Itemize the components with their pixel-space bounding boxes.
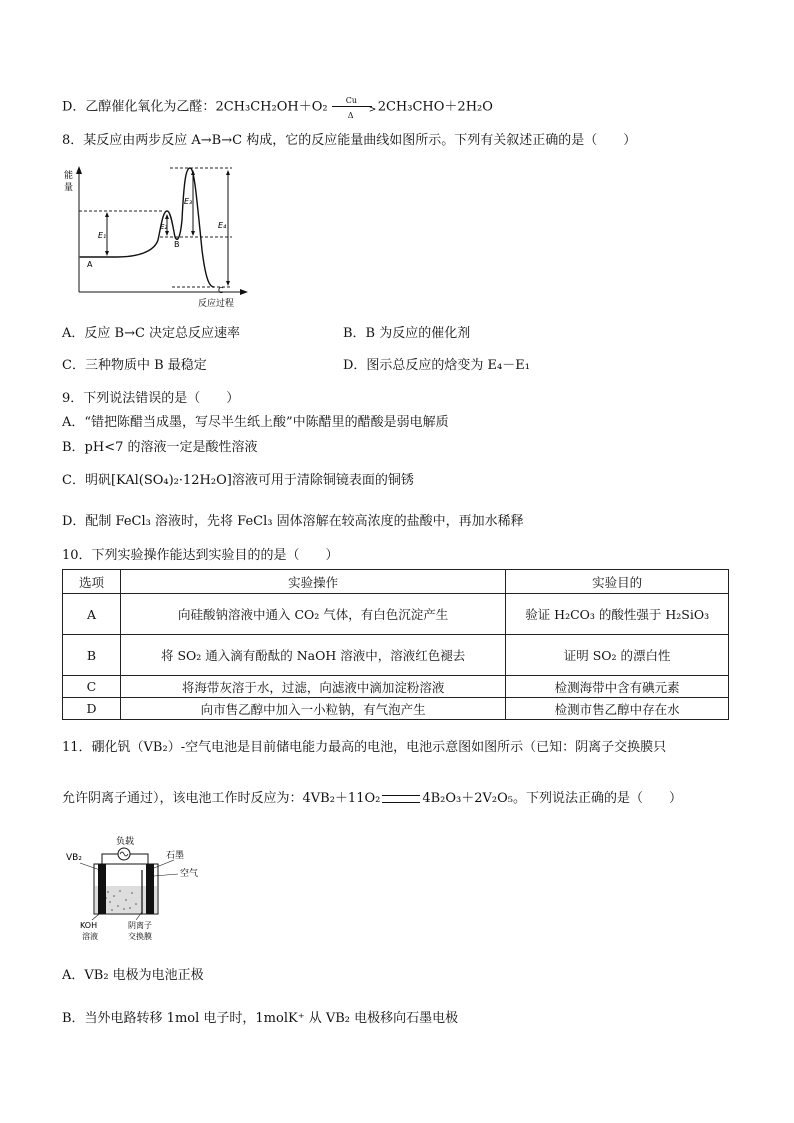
reaction-arrow-icon: Cu > Δ [332,98,378,116]
koh-label-1: KOH [80,921,98,930]
point-a-label: A [87,260,93,269]
q9-option-b: B．pH<7 的溶液一定是酸性溶液 [62,440,258,455]
table-cell: 将 SO₂ 通入滴有酚酞的 NaOH 溶液中，溶液红色褪去 [120,635,505,676]
vb2-electrode [98,864,106,914]
table-row [63,594,729,635]
table-cell: 证明 SO₂ 的漂白性 [506,635,729,676]
table-cell: B [63,635,121,676]
table-cell: 验证 H₂CO₃ 的酸性强于 H₂SiO₃ [506,594,729,635]
point-b-label: B [174,240,180,249]
x-axis-label: 反应过程 [198,299,235,309]
graphite-electrode [146,864,154,914]
table-row [63,698,729,720]
q8-option-a: A．反应 B→C 决定总反应速率 [62,326,241,341]
table-cell: 将海带灰溶于水，过滤，向滤液中滴加淀粉溶液 [120,676,505,698]
e3-label: E₃ [184,197,193,206]
table-row [63,676,729,698]
q8-option-b: B．B 为反应的催化剂 [343,326,471,341]
q11-stem-line2: 允许阴离子通过），该电池工作时反应为：4VB₂＋11O₂ 4B₂O₃＋2V₂O₅。下列说法正确的是（ ） [62,791,682,806]
table-row [63,635,729,676]
table-cell: 向市售乙醇中加入一小粒钠，有气泡产生 [120,698,505,720]
table-cell: C [63,676,121,698]
e1-label: E₁ [98,231,107,240]
q9-option-a: A．“错把陈醋当成墨，写尽半生纸上酸”中陈醋里的醋酸是弱电解质 [62,415,449,430]
koh-label-2: 溶液 [82,932,98,941]
table-header-row [63,570,729,594]
y-axis-label-1: 能 [64,171,74,181]
q8-option-d: D．图示总反应的焓变为 E₄－E₁ [343,358,530,373]
point-c-label: C [218,286,224,295]
q7-option-d: D．乙醇催化氧化为乙醛：2CH₃CH₂OH＋O₂ Cu > Δ 2CH₃CHO＋2H₂O [62,96,493,120]
q10-stem: 10．下列实验操作能达到实验目的的是（ ） [62,548,339,563]
table-header-cell: 实验目的 [506,570,729,594]
battery-diagram [62,830,222,955]
table-cell: 向硅酸钠溶液中通入 CO₂ 气体，有白色沉淀产生 [120,594,505,635]
load-label: 负载 [116,837,135,847]
energy-diagram [62,160,252,310]
vb2-label: VB₂ [66,853,82,863]
q8-option-c: C．三种物质中 B 最稳定 [62,358,207,373]
q9-option-c: C．明矾[KAl(SO₄)₂·12H₂O]溶液可用于清除铜镜表面的铜锈 [62,473,414,488]
q11-option-a: A．VB₂ 电极为电池正极 [62,968,204,983]
q8-stem: 8．某反应由两步反应 A→B→C 构成，它的反应能量曲线如图所示。下列有关叙述正确的是（ ） [62,133,637,148]
q11-option-b: B．当外电路转移 1mol 电子时，1molK⁺ 从 VB₂ 电极移向石墨电极 [62,1011,459,1026]
table-header-cell: 选项 [63,570,121,594]
graphite-label: 石墨 [166,851,185,861]
q9-option-d: D．配制 FeCl₃ 溶液时，先将 FeCl₃ 固体溶解在较高浓度的盐酸中，再加水稀释 [62,514,524,529]
membrane-label-2: 交换膜 [128,932,152,941]
q9-stem: 9．下列说法错误的是（ ） [62,391,240,406]
table-header-cell: 实验操作 [120,570,505,594]
table-cell: 检测市售乙醇中存在水 [506,698,729,720]
experiment-table [62,569,729,720]
equals-sign-icon [382,795,420,803]
table-cell: D [63,698,121,720]
table-cell: A [63,594,121,635]
y-axis-label-2: 量 [64,183,74,193]
table-cell: 检测海带中含有碘元素 [506,676,729,698]
membrane-label-1: 阴离子 [128,921,152,930]
air-label: 空气 [180,869,199,879]
e4-label: E₄ [218,221,227,230]
e2-label: E₂ [160,223,168,231]
q11-stem-line1: 11．硼化钒（VB₂）-空气电池是目前储电能力最高的电池，电池示意图如图所示（已知：阴离子交换膜只 [62,740,667,755]
